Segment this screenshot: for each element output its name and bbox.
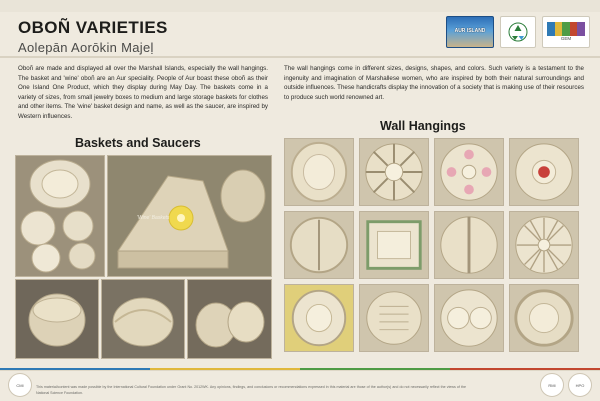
section-heading-wall-hangings: Wall Hangings [380,119,466,133]
wall-hanging-6 [359,211,429,279]
footer-disclaimer: This material/content was made possible by the International Cultural Foundation under Grant No. 2012WK. Any opinions, findings, and conclusions or recommendations expressed in this material are those of the author(s) and do not necessarily reflect the views of the National Science Foundation. [36,385,466,395]
basket-photo-3 [15,279,99,359]
college-seal-logo: CMI [8,373,32,397]
gem-flag-icon [547,22,585,36]
wall-hangings-photo-grid [284,138,579,352]
basket-photo-4 [101,279,185,359]
gem-logo-label: GEM [560,36,572,42]
aur-island-one-product-logo [446,16,494,48]
footer-logo-group-left [8,373,32,397]
basket-photo-2 [107,155,272,277]
wall-hanging-2 [359,138,429,206]
poster-header [0,10,600,55]
wall-hanging-10 [359,284,429,352]
footer-logo-group-right [540,373,592,397]
gem-logo [542,16,590,48]
section-heading-baskets: Baskets and Saucers [75,136,201,150]
footer-seal-right: HPO [568,373,592,397]
intro-paragraph-right: The wall hangings come in different sizes, designs, shapes, and colors. Such variety is a testament to the ingenuity and imagination of Marshallese women, who are inspired by both their natural surroundings and outside influences. These handicrafts display the innovation of a society that is making use of their resources to produce such world renowned art. [284,65,584,101]
basket-photo-1 [15,155,105,277]
footer-seal-left: RMI [540,373,564,397]
page-title: OBOÑ VARIETIES [18,18,168,37]
header-divider [0,56,600,58]
wall-hanging-7 [434,211,504,279]
poster-footer [0,370,600,401]
intro-paragraph-left: Oboñ are made and displayed all over the Marshall Islands, especially the wall hangings. The basket and 'wine' oboñ are an Aur speciality. People of Aur boast these oboñ as their One Island One Product, which they display during May Day. The baskets come in a variety of sizes, from small jewelry boxes to medium and large storage baskets for clothes and other items. The 'wine' basket design and name, as well as the saucer, are inspired by Western influences. [18,65,268,121]
wall-hanging-8 [509,211,579,279]
wall-hanging-1 [284,138,354,206]
wall-hanging-5 [284,211,354,279]
wall-hanging-4 [509,138,579,206]
baskets-photo-group [15,155,270,360]
wall-hanging-11 [434,284,504,352]
basket-photo-5 [187,279,272,359]
wine-baskets-caption: 'Wine' Baskets [137,215,170,221]
wall-hanging-3 [434,138,504,206]
wall-hanging-9 [284,284,354,352]
recycling-logo [500,16,536,48]
wall-hanging-12 [509,284,579,352]
aur-logo-line1: AUR ISLAND [454,28,486,35]
header-logo-group [446,16,590,48]
page-subtitle: Aolepān Aorōkin Majeḷ [18,40,154,55]
